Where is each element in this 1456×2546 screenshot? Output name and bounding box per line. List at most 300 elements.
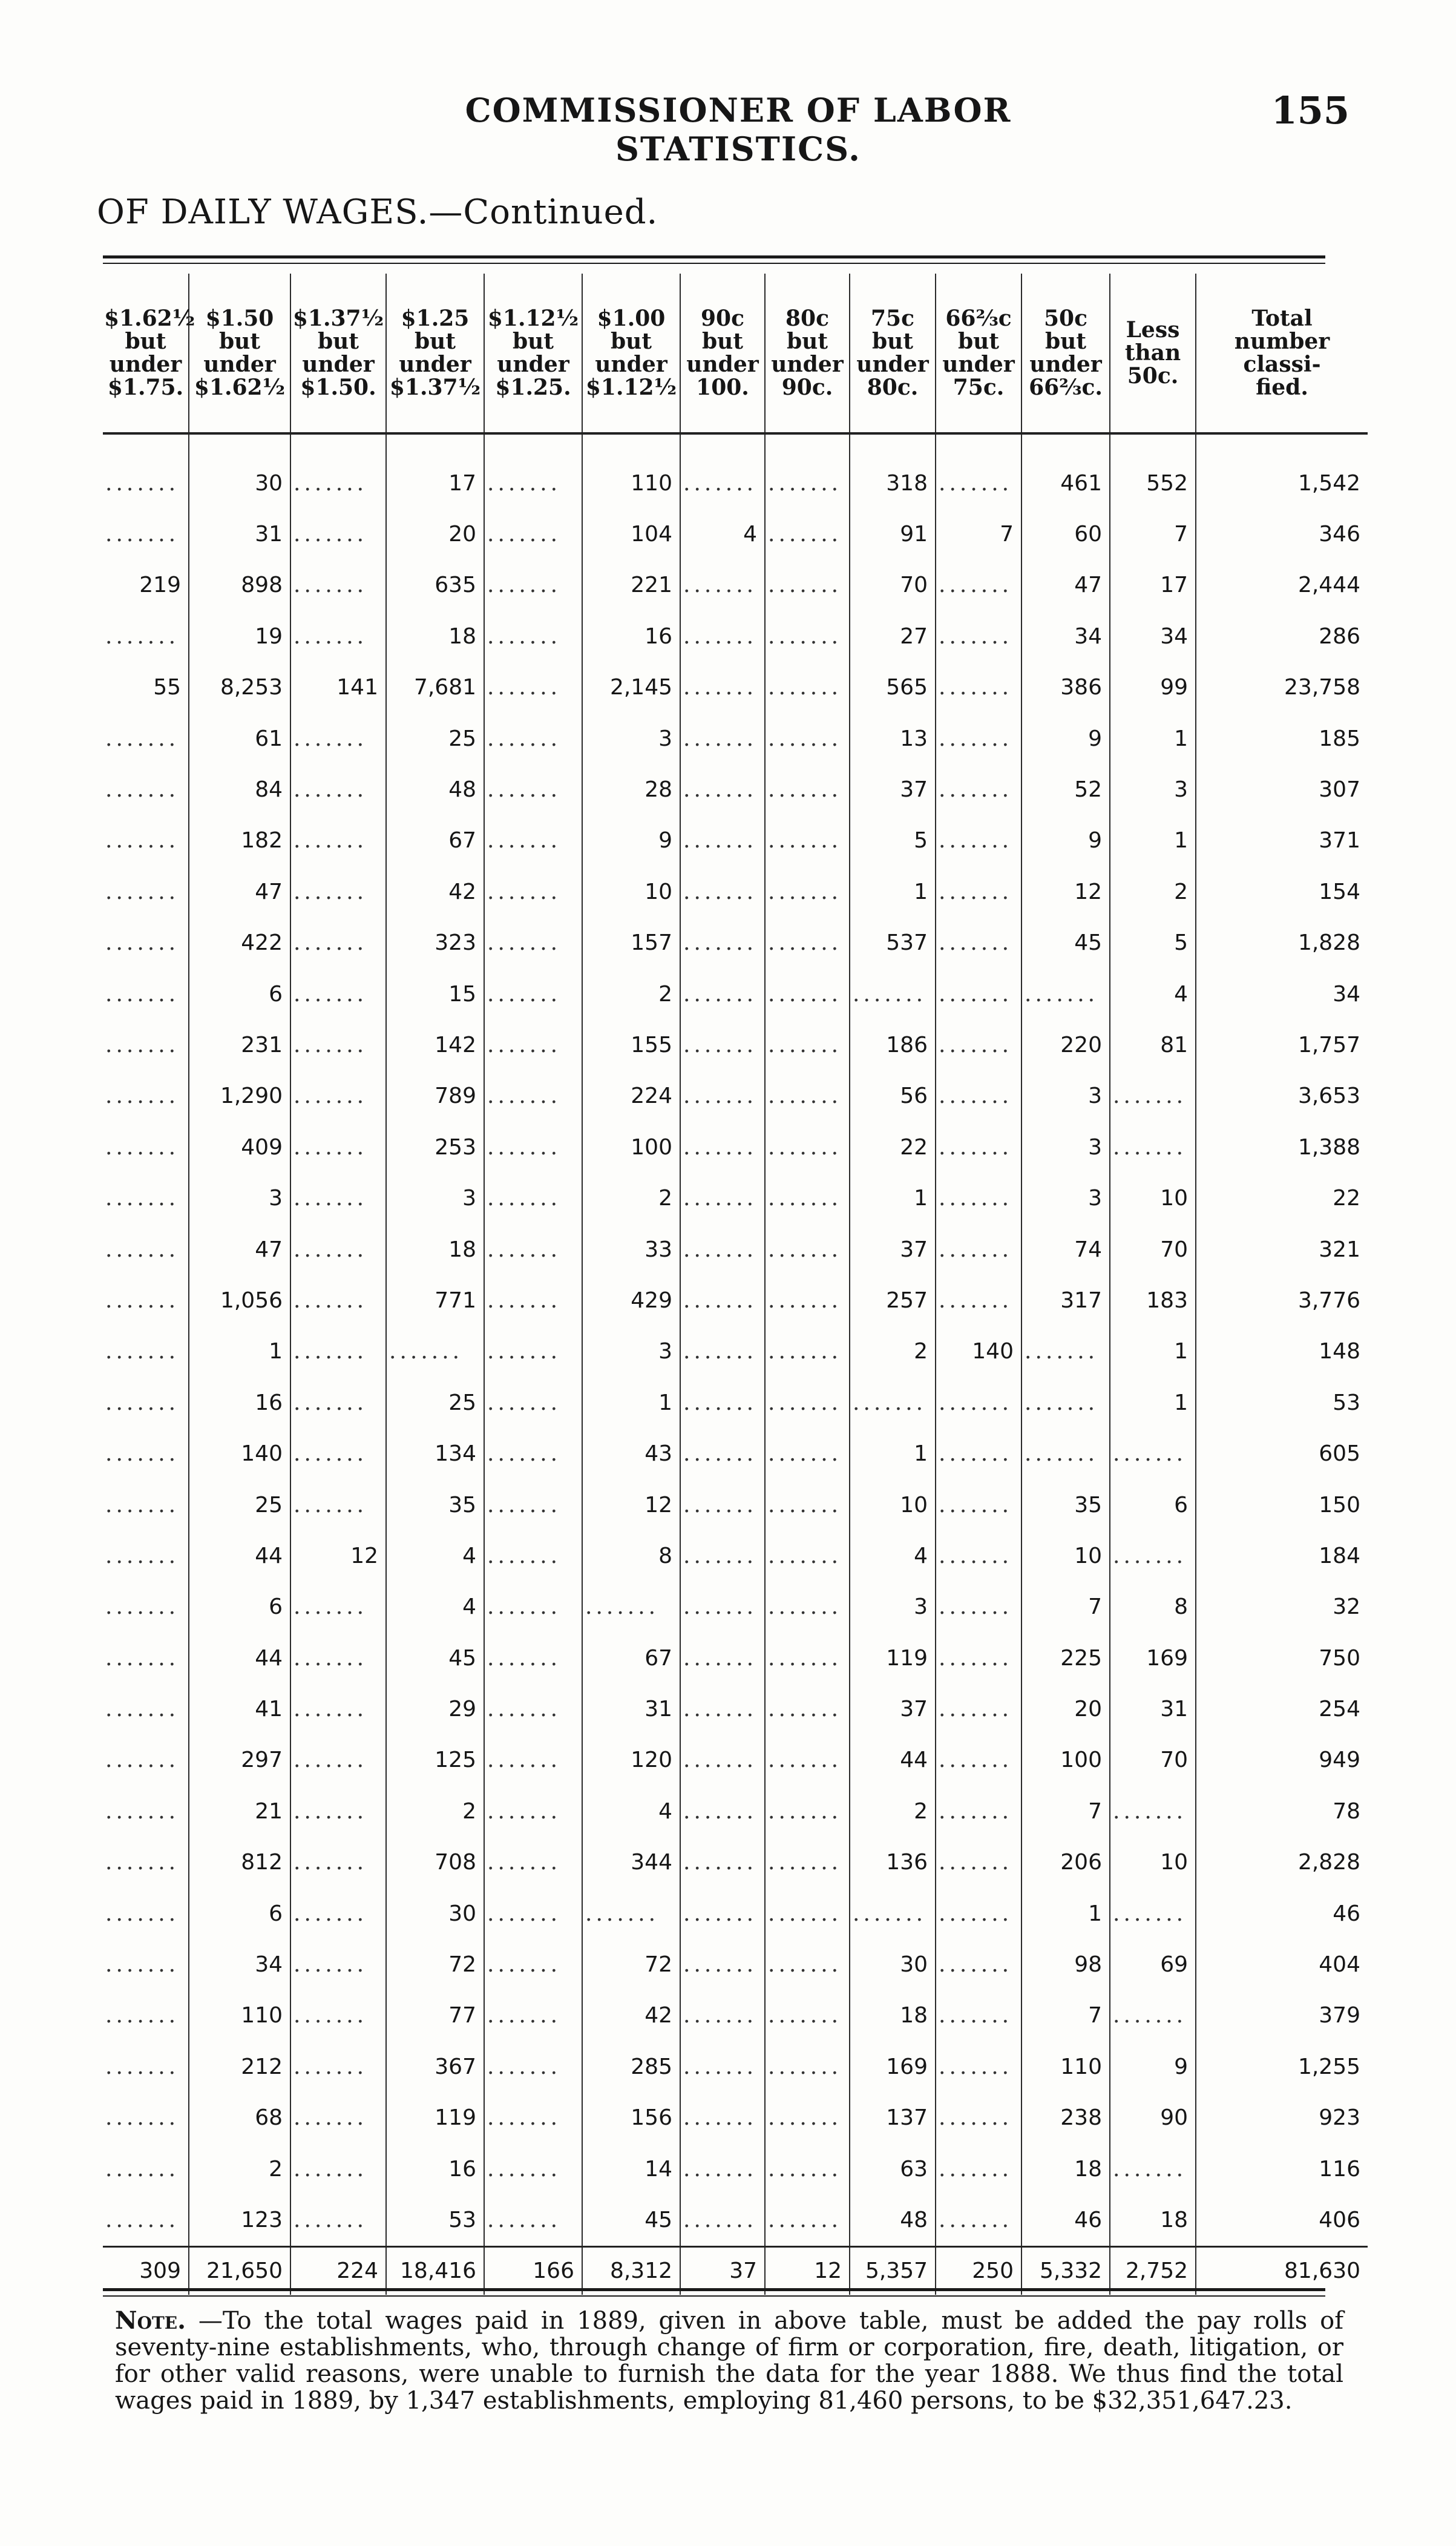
table-cell: 42: [386, 866, 484, 917]
empty-cell-leader: .......: [1021, 1428, 1110, 1479]
empty-cell-leader: .......: [105, 1798, 180, 1824]
table-cell: 317: [1021, 1275, 1110, 1326]
table-cell: 46: [1021, 2194, 1110, 2246]
table-cell: 154: [1196, 866, 1368, 917]
table-cell: 379: [1196, 1990, 1368, 2041]
table-cell: 20: [1021, 1683, 1110, 1734]
table-cell: 119: [850, 1633, 936, 1683]
empty-cell-leader: .......: [765, 1326, 850, 1377]
table-cell: 18: [386, 1224, 484, 1275]
table-cell: 31: [1110, 1683, 1196, 1734]
table-cell: 78: [1196, 1786, 1368, 1837]
empty-cell-leader: .......: [290, 2194, 386, 2246]
table-cell: 45: [386, 1633, 484, 1683]
table-cell: 220: [1021, 1019, 1110, 1070]
empty-cell-leader: .......: [765, 1939, 850, 1990]
empty-cell-leader: .......: [765, 1377, 850, 1428]
empty-cell-leader: .......: [765, 1633, 850, 1683]
empty-cell-leader: .......: [850, 1888, 936, 1939]
table-cell: 150: [1196, 1479, 1368, 1530]
table-cell: 2: [850, 1326, 936, 1377]
empty-cell-leader: .......: [936, 1122, 1021, 1173]
table-cell: 47: [189, 866, 290, 917]
table-cell: 30: [386, 1888, 484, 1939]
table-cell: 1,542: [1196, 433, 1368, 508]
table-cell: 91: [850, 508, 936, 559]
column-header: $1.25 but under $1.37½: [386, 274, 484, 433]
table-cell: 1: [850, 1428, 936, 1479]
table-cell: 48: [850, 2194, 936, 2246]
table-cell: 1,056: [189, 1275, 290, 1326]
table-cell: 8,253: [189, 662, 290, 713]
table-row: [103, 1683, 1368, 1734]
running-title: COMMISSIONER OF LABOR STATISTICS.: [465, 91, 1012, 168]
empty-cell-leader: .......: [290, 1326, 386, 1377]
column-header: 66⅔c but under 75c.: [936, 274, 1021, 433]
empty-cell-leader: .......: [484, 1275, 582, 1326]
table-cell: 45: [582, 2194, 680, 2246]
table-cell: 461: [1021, 433, 1110, 508]
empty-cell-leader: .......: [680, 2143, 765, 2194]
column-header: 80c but under 90c.: [765, 274, 850, 433]
empty-cell-leader: .......: [105, 777, 180, 803]
table-cell: 43: [582, 1428, 680, 1479]
table-cell: 183: [1110, 1275, 1196, 1326]
table-cell: 47: [189, 1224, 290, 1275]
table-cell: 70: [1110, 1224, 1196, 1275]
table-cell: 119: [386, 2093, 484, 2143]
table-cell: 4: [582, 1786, 680, 1837]
empty-cell-leader: .......: [290, 713, 386, 764]
table-cell: 3: [1021, 1173, 1110, 1223]
table-cell: 3: [1021, 1122, 1110, 1173]
empty-cell-leader: .......: [105, 1645, 180, 1671]
empty-cell-leader: .......: [936, 1530, 1021, 1581]
table-cell: 3: [189, 1173, 290, 1223]
empty-cell-leader: .......: [484, 1633, 582, 1683]
empty-cell-leader: .......: [1110, 1122, 1196, 1173]
empty-cell-leader: .......: [290, 815, 386, 866]
empty-cell-leader: .......: [290, 1275, 386, 1326]
empty-cell-leader: .......: [680, 611, 765, 662]
empty-cell-leader: .......: [765, 662, 850, 713]
table-cell: 23,758: [1196, 662, 1368, 713]
table-cell: 8: [582, 1530, 680, 1581]
table-cell: 2,828: [1196, 1837, 1368, 1888]
empty-cell-leader: .......: [765, 433, 850, 508]
table-cell: 22: [850, 1122, 936, 1173]
table-cell: 35: [1021, 1479, 1110, 1530]
empty-cell-leader: .......: [680, 662, 765, 713]
empty-cell-leader: .......: [290, 611, 386, 662]
table-cell: 60: [1021, 508, 1110, 559]
empty-cell-leader: .......: [290, 1377, 386, 1428]
empty-cell-leader: .......: [765, 1071, 850, 1122]
total-cell: 8,312: [582, 2246, 680, 2295]
table-cell: 34: [189, 1939, 290, 1990]
table-cell: 69: [1110, 1939, 1196, 1990]
empty-cell-leader: .......: [290, 1990, 386, 2041]
table-cell: 949: [1196, 1735, 1368, 1786]
empty-cell-leader: .......: [105, 1697, 180, 1722]
empty-cell-leader: .......: [765, 1837, 850, 1888]
table-cell: 2: [850, 1786, 936, 1837]
empty-cell-leader: .......: [765, 1683, 850, 1734]
table-cell: 3: [1110, 764, 1196, 815]
table-cell: 429: [582, 1275, 680, 1326]
table-cell: 15: [386, 969, 484, 1019]
table-row: [103, 1326, 1368, 1377]
empty-cell-leader: .......: [484, 508, 582, 559]
empty-cell-leader: .......: [484, 1990, 582, 2041]
table-cell: 7,681: [386, 662, 484, 713]
table-cell: 148: [1196, 1326, 1368, 1377]
table-cell: 141: [290, 662, 386, 713]
empty-cell-leader: .......: [484, 1735, 582, 1786]
total-cell: 81,630: [1196, 2246, 1368, 2295]
table-cell: 1: [850, 1173, 936, 1223]
empty-cell-leader: .......: [484, 1837, 582, 1888]
empty-cell-leader: .......: [484, 764, 582, 815]
table-row: [103, 1633, 1368, 1683]
table-cell: 212: [189, 2041, 290, 2092]
empty-cell-leader: .......: [680, 1428, 765, 1479]
table-cell: 182: [189, 815, 290, 866]
table-cell: 155: [582, 1019, 680, 1070]
empty-cell-leader: .......: [680, 1582, 765, 1633]
empty-cell-leader: .......: [936, 1939, 1021, 1990]
empty-cell-leader: .......: [850, 1377, 936, 1428]
table-cell: 1: [1110, 1326, 1196, 1377]
empty-cell-leader: .......: [680, 969, 765, 1019]
table-cell: 70: [850, 560, 936, 611]
wages-table: [103, 274, 1368, 2295]
table-cell: 6: [189, 1888, 290, 1939]
table-cell: 67: [386, 815, 484, 866]
table-cell: 72: [386, 1939, 484, 1990]
table-row: [103, 1479, 1368, 1530]
empty-cell-leader: .......: [484, 2143, 582, 2194]
empty-cell-leader: .......: [680, 560, 765, 611]
table-cell: 7: [1110, 508, 1196, 559]
empty-cell-leader: .......: [105, 1543, 180, 1568]
table-cell: 4: [850, 1530, 936, 1581]
table-cell: 404: [1196, 1939, 1368, 1990]
empty-cell-leader: .......: [290, 2143, 386, 2194]
empty-cell-leader: .......: [105, 1032, 180, 1058]
note-lead: Note.: [115, 2306, 186, 2335]
table-cell: 100: [1021, 1735, 1110, 1786]
table-cell: 99: [1110, 662, 1196, 713]
total-cell: 37: [680, 2246, 765, 2295]
table-cell: 33: [582, 1224, 680, 1275]
table-cell: 3,776: [1196, 1275, 1368, 1326]
empty-cell-leader: .......: [484, 1173, 582, 1223]
table-cell: 31: [189, 508, 290, 559]
table-row: [103, 1122, 1368, 1173]
table-cell: 10: [1110, 1837, 1196, 1888]
empty-cell-leader: .......: [680, 1019, 765, 1070]
empty-cell-leader: .......: [765, 1530, 850, 1581]
empty-cell-leader: .......: [290, 1122, 386, 1173]
table-cell: 323: [386, 918, 484, 969]
empty-cell-leader: .......: [105, 470, 180, 496]
table-cell: 52: [1021, 764, 1110, 815]
empty-cell-leader: .......: [290, 433, 386, 508]
table-cell: 238: [1021, 2093, 1110, 2143]
table-cell: 225: [1021, 1633, 1110, 1683]
empty-cell-leader: .......: [680, 2194, 765, 2246]
table-row: [103, 560, 1368, 611]
empty-cell-leader: .......: [105, 1492, 180, 1518]
empty-cell-leader: .......: [484, 1683, 582, 1734]
table-cell: 32: [1196, 1582, 1368, 1633]
top-rule-thick: [103, 255, 1325, 258]
empty-cell-leader: .......: [105, 1390, 180, 1415]
empty-cell-leader: .......: [1110, 1428, 1196, 1479]
table-cell: 110: [189, 1990, 290, 2041]
empty-cell-leader: .......: [680, 1683, 765, 1734]
table-cell: 409: [189, 1122, 290, 1173]
table-cell: 254: [1196, 1683, 1368, 1734]
empty-cell-leader: .......: [765, 560, 850, 611]
empty-cell-leader: .......: [936, 1479, 1021, 1530]
table-row: [103, 1735, 1368, 1786]
empty-cell-leader: .......: [1110, 2143, 1196, 2194]
table-cell: 6: [189, 1582, 290, 1633]
empty-cell-leader: .......: [936, 764, 1021, 815]
table-cell: 1,828: [1196, 918, 1368, 969]
empty-cell-leader: .......: [936, 2041, 1021, 2092]
table-cell: 21: [189, 1786, 290, 1837]
table-cell: 37: [850, 764, 936, 815]
empty-cell-leader: .......: [765, 1888, 850, 1939]
table-row: [103, 1428, 1368, 1479]
empty-cell-leader: .......: [484, 1122, 582, 1173]
table-cell: 1: [189, 1326, 290, 1377]
empty-cell-leader: .......: [290, 2093, 386, 2143]
empty-cell-leader: .......: [680, 1275, 765, 1326]
empty-cell-leader: .......: [680, 815, 765, 866]
empty-cell-leader: .......: [290, 1735, 386, 1786]
table-cell: 17: [1110, 560, 1196, 611]
empty-cell-leader: .......: [105, 1952, 180, 1978]
table-cell: 7: [1021, 1786, 1110, 1837]
table-cell: 923: [1196, 2093, 1368, 2143]
empty-cell-leader: .......: [765, 508, 850, 559]
empty-cell-leader: .......: [680, 1939, 765, 1990]
table-cell: 37: [850, 1224, 936, 1275]
empty-cell-leader: .......: [936, 1377, 1021, 1428]
empty-cell-leader: .......: [484, 611, 582, 662]
empty-cell-leader: .......: [936, 1786, 1021, 1837]
table-cell: 140: [189, 1428, 290, 1479]
empty-cell-leader: .......: [765, 1224, 850, 1275]
table-row: [103, 508, 1368, 559]
table-row: [103, 2143, 1368, 2194]
empty-cell-leader: .......: [105, 1594, 180, 1620]
table-cell: 750: [1196, 1633, 1368, 1683]
empty-cell-leader: .......: [105, 2054, 180, 2079]
empty-cell-leader: .......: [936, 2143, 1021, 2194]
empty-cell-leader: .......: [290, 1888, 386, 1939]
empty-cell-leader: .......: [680, 1122, 765, 1173]
table-row: [103, 1990, 1368, 2041]
table-cell: 3,653: [1196, 1071, 1368, 1122]
table-row: [103, 611, 1368, 662]
empty-cell-leader: .......: [1021, 969, 1110, 1019]
table-cell: 34: [1021, 611, 1110, 662]
empty-cell-leader: .......: [105, 981, 180, 1007]
table-cell: 1: [1110, 815, 1196, 866]
table-cell: 789: [386, 1071, 484, 1122]
table-cell: 25: [386, 1377, 484, 1428]
table-cell: 4: [386, 1582, 484, 1633]
table-cell: 16: [386, 2143, 484, 2194]
column-header: 90c but under 100.: [680, 274, 765, 433]
table-row: [103, 1377, 1368, 1428]
empty-cell-leader: .......: [105, 1901, 180, 1926]
empty-cell-leader: .......: [936, 918, 1021, 969]
page-header: [0, 88, 1456, 168]
table-cell: 3: [850, 1582, 936, 1633]
empty-cell-leader: .......: [680, 1735, 765, 1786]
table-cell: 81: [1110, 1019, 1196, 1070]
table-cell: 53: [1196, 1377, 1368, 1428]
empty-cell-leader: .......: [290, 1428, 386, 1479]
table-row: [103, 1224, 1368, 1275]
empty-cell-leader: .......: [105, 828, 180, 854]
empty-cell-leader: .......: [290, 1939, 386, 1990]
table-cell: 812: [189, 1837, 290, 1888]
table-cell: 110: [1021, 2041, 1110, 2092]
table-row: [103, 764, 1368, 815]
table-cell: 898: [189, 560, 290, 611]
empty-cell-leader: .......: [484, 1377, 582, 1428]
empty-cell-leader: .......: [850, 969, 936, 1019]
table-cell: 185: [1196, 713, 1368, 764]
table-cell: 9: [1021, 713, 1110, 764]
empty-cell-leader: .......: [765, 1582, 850, 1633]
table-cell: 90: [1110, 2093, 1196, 2143]
empty-cell-leader: .......: [484, 1428, 582, 1479]
empty-cell-leader: .......: [765, 1735, 850, 1786]
table-cell: 16: [189, 1377, 290, 1428]
empty-cell-leader: .......: [484, 713, 582, 764]
table-cell: 184: [1196, 1530, 1368, 1581]
empty-cell-leader: .......: [105, 1237, 180, 1262]
empty-cell-leader: .......: [484, 433, 582, 508]
table-cell: 321: [1196, 1224, 1368, 1275]
table-cell: 100: [582, 1122, 680, 1173]
empty-cell-leader: .......: [105, 1084, 180, 1109]
empty-cell-leader: .......: [105, 623, 180, 649]
table-cell: 2: [582, 1173, 680, 1223]
table-cell: 5: [850, 815, 936, 866]
empty-cell-leader: .......: [290, 508, 386, 559]
empty-cell-leader: .......: [936, 2194, 1021, 2246]
table-cell: 18: [386, 611, 484, 662]
total-cell: 250: [936, 2246, 1021, 2295]
table-cell: 45: [1021, 918, 1110, 969]
table-cell: 1: [1110, 713, 1196, 764]
empty-cell-leader: .......: [290, 1071, 386, 1122]
table-cell: 386: [1021, 662, 1110, 713]
empty-cell-leader: .......: [290, 1786, 386, 1837]
empty-cell-leader: .......: [105, 2003, 180, 2028]
empty-cell-leader: .......: [765, 1428, 850, 1479]
table-cell: 48: [386, 764, 484, 815]
empty-cell-leader: .......: [1021, 1326, 1110, 1377]
table-cell: 4: [1110, 969, 1196, 1019]
bottom-rule-thin: [103, 2295, 1325, 2297]
empty-cell-leader: .......: [680, 1888, 765, 1939]
empty-cell-leader: .......: [290, 1582, 386, 1633]
empty-cell-leader: .......: [386, 1326, 484, 1377]
table-cell: 8: [1110, 1582, 1196, 1633]
empty-cell-leader: .......: [936, 815, 1021, 866]
table-cell: 1: [850, 866, 936, 917]
table-cell: 297: [189, 1735, 290, 1786]
table-cell: 74: [1021, 1224, 1110, 1275]
table-row: [103, 918, 1368, 969]
empty-cell-leader: .......: [680, 1071, 765, 1122]
table-cell: 10: [582, 866, 680, 917]
table-row: [103, 1530, 1368, 1581]
total-cell: 166: [484, 2246, 582, 2295]
empty-cell-leader: .......: [936, 1071, 1021, 1122]
empty-cell-leader: .......: [680, 433, 765, 508]
table-cell: 224: [582, 1071, 680, 1122]
empty-cell-leader: .......: [680, 1479, 765, 1530]
empty-cell-leader: .......: [484, 969, 582, 1019]
table-cell: 257: [850, 1275, 936, 1326]
table-row: [103, 969, 1368, 1019]
table-cell: 406: [1196, 2194, 1368, 2246]
table-cell: 27: [850, 611, 936, 662]
table-row: [103, 1786, 1368, 1837]
table-cell: 1,388: [1196, 1122, 1368, 1173]
table-cell: 221: [582, 560, 680, 611]
top-rule-thin: [103, 263, 1325, 264]
empty-cell-leader: .......: [290, 1683, 386, 1734]
table-cell: 9: [1021, 815, 1110, 866]
table-cell: 231: [189, 1019, 290, 1070]
empty-cell-leader: .......: [936, 713, 1021, 764]
table-cell: 67: [582, 1633, 680, 1683]
table-cell: 2: [386, 1786, 484, 1837]
table-cell: 77: [386, 1990, 484, 2041]
empty-cell-leader: .......: [290, 1633, 386, 1683]
table-cell: 367: [386, 2041, 484, 2092]
empty-cell-leader: .......: [484, 1224, 582, 1275]
table-cell: 12: [1021, 866, 1110, 917]
empty-cell-leader: .......: [680, 866, 765, 917]
table-cell: 286: [1196, 611, 1368, 662]
table-cell: 3: [582, 713, 680, 764]
empty-cell-leader: .......: [290, 1224, 386, 1275]
column-header: Less than 50c.: [1110, 274, 1196, 433]
empty-cell-leader: .......: [105, 930, 180, 956]
table-cell: 219: [139, 573, 181, 598]
empty-cell-leader: .......: [105, 2207, 180, 2232]
empty-cell-leader: .......: [765, 1786, 850, 1837]
table-cell: 2,444: [1196, 560, 1368, 611]
table-cell: 6: [189, 969, 290, 1019]
empty-cell-leader: .......: [105, 1441, 180, 1467]
empty-cell-leader: .......: [484, 2093, 582, 2143]
empty-cell-leader: .......: [680, 1173, 765, 1223]
